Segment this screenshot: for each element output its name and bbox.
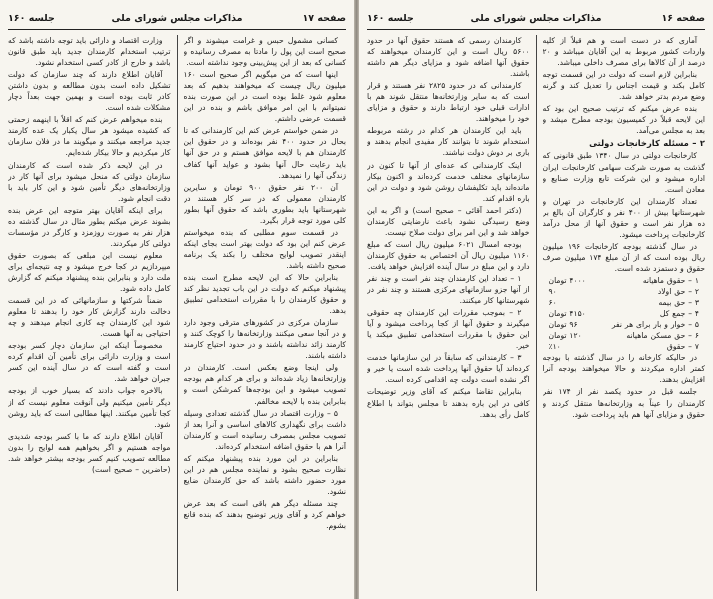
paragraph: تعداد کارمندان این کارخانجات در تهران و شهرستانها بیش از ۴۰۰ نفر و کارگران آن بالغ بر ده هزار نفر است و حقوق آنها از محل درآمد کارخانجات پرداخت میشود. [542, 196, 705, 239]
paragraph: ضمناً شرکتها و سازمانهائی که در این قسمت دخالت دارند گزارش کار خود را بدهند تا معلوم شود این کارمندان چه کاری انجام میدهند و چه احتیاجی به آنها هست. [8, 296, 171, 339]
salary-row-value: ۴۱۵۰ تومان [548, 309, 586, 319]
column-divider [536, 35, 537, 591]
paragraph: کسانی مشمول حبس و غرامت میشوند و اگر صحیح است این پول را مادتا به مصرف رسانیده و کسانی که بعد از این پیش‌بینی وجود نداشته است. [183, 36, 346, 68]
paragraph: مخصوصاً اینکه این سازمان دچار کسر بودجه است و وزارت دارائی برای تأمین آن اقدام کرده است و گفته است که در سال آینده این کسر جبران خواهد شد. [8, 341, 171, 384]
paragraph: ۵ – وزارت اقتصاد در سال گذشته تعدادی وسیله داشت برای نگهداری کالاهای اساسی و آنرا بعد از تصویب مجلس بمصرف رسانیده است و کارمندان آنرا هم با حقوق اضافه استخدام کرده‌اند. [183, 408, 346, 451]
paragraph: ۲ – بموجب مقررات این کارمندان چه حقوقی میگیرند و حقوق آنها از کجا پرداخت میشود و آیا این حقوق با مقررات استخدامی تطبیق میکند یا خیر. [367, 308, 530, 351]
salary-row [543, 341, 706, 352]
paragraph: ۱ – تعداد این کارمندان چند نفر است و چند نفر از آنها جزو سازمانهای مرکزی هستند و چند نفر در شهرستانها کار میکنند. [367, 273, 530, 306]
paragraph: بنده عرض میکنم که ترتیب صحیح این بود که این لایحه قبلاً در کمیسیون بودجه مطرح میشد و بعد به مجلس می‌آمد. [542, 104, 705, 136]
paragraph: در این لایحه ذکر شده است که کارمندان سازمان دولتی که منحل میشود برای آنها کار در وزارتخانه‌های دیگر تأمین شود و این کار باید با دقت انجام شود. [8, 160, 171, 203]
paragraph: کارخانجات دولتی در سال ۱۳۴۰ طبق قانونی که گذشت به صورت شرکت سهامی کارخانجات ایران اداره میشود و این شرکت تابع وزارت صنایع و معادن است. [542, 151, 705, 194]
salary-row [543, 275, 706, 286]
paragraph: در حالیکه کارخانه را در سال گذشته با بودجه کمتر اداره میکردند و حالا میخواهند بودجه آنرا افزایش بدهند. [542, 353, 705, 385]
salary-row [543, 297, 706, 308]
page-title: مذاکرات مجلس شورای ملی [470, 12, 602, 24]
paragraph: بالاخره جواب دادند که بسیار خوب از بودجه دیگر تأمین میکنیم ولی آنوقت معلوم نیست که از کجا تأمین میکنند. اینها مطالبی است که باید روشن شود. [8, 386, 171, 429]
text-columns [367, 35, 705, 591]
session-label: جلسه ۱۶۰ [8, 12, 55, 24]
salary-row [543, 319, 706, 330]
header-rule [8, 29, 346, 30]
salary-row-label: ۲ – حق اولاد [657, 287, 699, 297]
paragraph: وزارت اقتصاد و دارائی باید توجه داشته باشد که ترتیب استخدام کارمندان جدید باید طبق قانون باشد و خارج از کادر کسی استخدام نشود. [8, 36, 171, 68]
salary-row [543, 330, 706, 341]
text-columns [8, 35, 346, 591]
paragraph: کارمندانی که در حدود ۲۸۲۵ نفر هستند و قرار است که به سایر وزارتخانه‌ها منتقل شوند هم با ادارات قبلی خود ارتباط دارند و حقوق و مزایای خود را میخواهند. [367, 81, 530, 124]
paragraph: چند مسئله دیگر هم باقی است که بعد عرض خواهم کرد و آقای وزیر توضیح بدهند که بنده قانع بشوم. [183, 498, 346, 531]
salary-row-value: ۹۶ تومان [548, 320, 578, 330]
paragraph: جلسه قبل در حدود یکصد نفر از ۱۷۴ نفر کارمندان را عیناً به وزارتخانه‌ها منتقل کردند و حقوق و مزایای آنها هم باید پرداخت شود. [542, 387, 705, 419]
paragraph: اینک کارمندانی که عده‌ای از آنها تا کنون در سازمانهای مختلف خدمت کرده‌اند و اکنون بیکار مانده‌اند باید تکلیفشان روشن شود و دولت در این باره اقدام کند. [367, 160, 530, 203]
paragraph: باید این کارمندان هر کدام در رشته مربوطه استخدام شوند تا بتوانند کار مفیدی انجام بدهند و باری بر دوش دولت نباشند. [367, 126, 530, 158]
page-header [367, 10, 705, 26]
page-label: صفحه ۱۶ [661, 12, 705, 24]
session-label: جلسه ۱۶۰ [367, 12, 414, 24]
salary-row-value: ۴۰۰۰ تومان [548, 275, 586, 285]
page-header [8, 10, 346, 26]
salary-row [543, 308, 706, 319]
salary-row-value: ٪۱۰ [548, 342, 561, 352]
section-heading: ۲ – مسئله کارخانجات دولتی [589, 138, 705, 149]
salary-row [543, 286, 706, 297]
salary-row-label: ۶ – حق مسکن ماهیانه [626, 331, 699, 341]
paragraph: در سال گذشته بودجه کارخانجات ۱۹۶ میلیون ریال بوده است که از آن مبلغ ۱۷۴ میلیون صرف حقوق و دستمزد شده است. [542, 241, 705, 273]
paragraph: (دکتر احمد آقائی – صحیح است) و اگر به این وضع رسیدگی نشود باعث نارضایتی کارمندان خواهد شد و این امر برای دولت صلاح نیست. [367, 205, 530, 237]
header-rule [367, 29, 705, 30]
paragraph: سازمان مرکزی در کشورهای مترقی وجود دارد و در آنجا سعی میکنند وزارتخانه‌ها را کوچک کنند و کارمند زائد نداشته باشند و در حدود احتیاج کارمند داشته باشند. [183, 318, 346, 361]
salary-row-value: ۶۰ [548, 298, 557, 308]
paragraph: بودجه امسال ۶۰۲۱ میلیون ریال است که مبلغ ۱۱۶۰ میلیون ریال آن اختصاص به حقوق کارمندان دارد و این مبلغ در سال آینده افزایش خواهد یافت. [367, 239, 530, 271]
column-left [8, 35, 171, 591]
salary-row-label: ۳ – حق بیمه [658, 298, 699, 308]
paragraph: بنابراین تقاضا میکنم که آقای وزیر توضیحات کافی در این باره بدهند تا مجلس بتواند با اطلاع کامل رأی بدهد. [367, 387, 530, 419]
paragraph: بنابراین لازم است که دولت در این قسمت توجه کامل بکند و قیمت اجناس را تعدیل کند و گرنه وضع مردم بدتر خواهد شد. [542, 70, 705, 102]
salary-row-label: ۵ – خوار و بار برای هر نفر [611, 320, 699, 330]
column-divider [177, 35, 178, 591]
salary-row-label: ۴ – جمع کل [659, 309, 699, 319]
paragraph: اینها است که من میگویم اگر صحیح است ۱۶۰ میلیون ریال چیست که میخواهند بدهیم که بعد معلوم شود غلط بوده است در این صورت بنده نمیتوانم با این امر موافق باشم و بنده در این قسمت عرضی داشتم. [183, 70, 346, 124]
paragraph: در قسمت سوم مطلبی که بنده میخواستم عرض کنم این بود که دولت بهتر است بجای اینکه اینقدر تصویب لوایح مختلف را بکند یک برنامه صحیح داشته باشد. [183, 227, 346, 270]
paragraph: ۳ – کارمندانی که سابقاً در این سازمانها خدمت کرده‌اند آیا حقوق آنها پرداخت شده است یا خیر و اگر نشده است دولت چه اقدامی کرده است. [367, 353, 530, 385]
column-left [367, 35, 530, 591]
paragraph: آن ۲۰۰ نفر حقوق ۹۰۰ تومان و سایرین کارمندان معمولی که در سر کار هستند در شهرستانها باید بطوری باشد که حقوق آنها بطور کلی مورد توجه قرار بگیرد. [183, 182, 346, 225]
paragraph: بنابراین در این مورد بنده پیشنهاد میکنم که نظارت صحیح بشود و نماینده مجلس هم در این مورد حضور داشته باشد که حق کارمندان ضایع نشود. [183, 453, 346, 496]
salary-row-label: ۱ – حقوق ماهیانه [642, 275, 699, 285]
page-left [0, 0, 354, 599]
page-title: مذاکرات مجلس شورای ملی [111, 12, 243, 24]
paragraph: برای اینکه آقایان بهتر متوجه این عرض بنده بشوند عرض میکنم بطور مثال در سال گذشته ده هزار نفر به صورت روزمزد و کارگر در مؤسسات دولتی کار میکردند. [8, 205, 171, 248]
column-right [543, 35, 706, 591]
salary-row-value: ۱۲۰ تومان [548, 331, 582, 341]
paragraph: معلوم نیست این مبلغی که بصورت حقوق میپردازیم در کجا خرج میشود و چه نتیجه‌ای برای ملت دارد و بنابراین بنده پیشنهاد میکنم که گزارش کامل داده شود. [8, 250, 171, 294]
page-label: صفحه ۱۷ [302, 12, 346, 24]
paragraph: در ضمن خواستم عرض کنم این کارمندانی که تا بحال در حدود ۴۰۰ نفر بوده‌اند و در حقوق این کارمندان هم با لایحه موافق هستم و در حق آنها باید رعایت حال آنها بشود و عواید آنها کفاف زندگی آنها را نمیدهد. [183, 126, 346, 180]
paragraph: بنابراین حالا که این لایحه مطرح است بنده پیشنهاد میکنم که دولت در این باب تجدید نظر کند و حقوق کارمندان را با مقررات استخدامی تطبیق بدهد. [183, 272, 346, 316]
paragraph: آقایان اطلاع دارند که چند سازمان که دولت تشکیل داده است بدون مطالعه و بدون داشتن کادر ثابت بوده است و بهمین جهت بعداً دچار مشکلات شده است. [8, 70, 171, 113]
column-right [184, 35, 347, 591]
salary-row-label: ۷ – حقوق [666, 342, 699, 352]
page-right [359, 0, 713, 599]
paragraph: بنده میخواهم عرض کنم که اقلاً با اینهمه زحمتی که کشیده میشود هر سال یکبار یک عده کارمند جدید مراجعه میکنند و میگویند ما در فلان سازمان کار میکردیم و حالا بیکار شده‌ایم. [8, 115, 171, 158]
salary-row-value: ۹۰ [548, 287, 557, 297]
paragraph: کارمندان رسمی که هستند حقوق آنها در حدود ۵۶۰۰ ریال است و این کارمندان میخواهند که حقوق آنها اضافه شود و مزایای دیگر هم داشته باشند. [367, 36, 530, 79]
paragraph: آماری که در دست است و هم قبلاً از کلیه واردات کشور مربوط به این آقایان میباشد و ۲۰ درصد از آن کالاها برای مصرف داخلی میباشد. [542, 36, 705, 68]
paragraph: ولی اینجا وضع بعکس است. کارمندان در وزارتخانه‌ها زیاد شده‌اند و برای هر کدام هم بودجه تصویب میشود و این بودجه‌ها کمرشکن است و بنابراین بنده با لایحه مخالفم. [183, 363, 346, 406]
paragraph: آقایان اطلاع دارند که ما با کسر بودجه شدیدی مواجه هستیم و اگر بخواهیم همه لوایح را بدون مطالعه تصویب کنیم کسر بودجه بیشتر خواهد شد. (حاضرین – صحیح است) [8, 431, 171, 474]
